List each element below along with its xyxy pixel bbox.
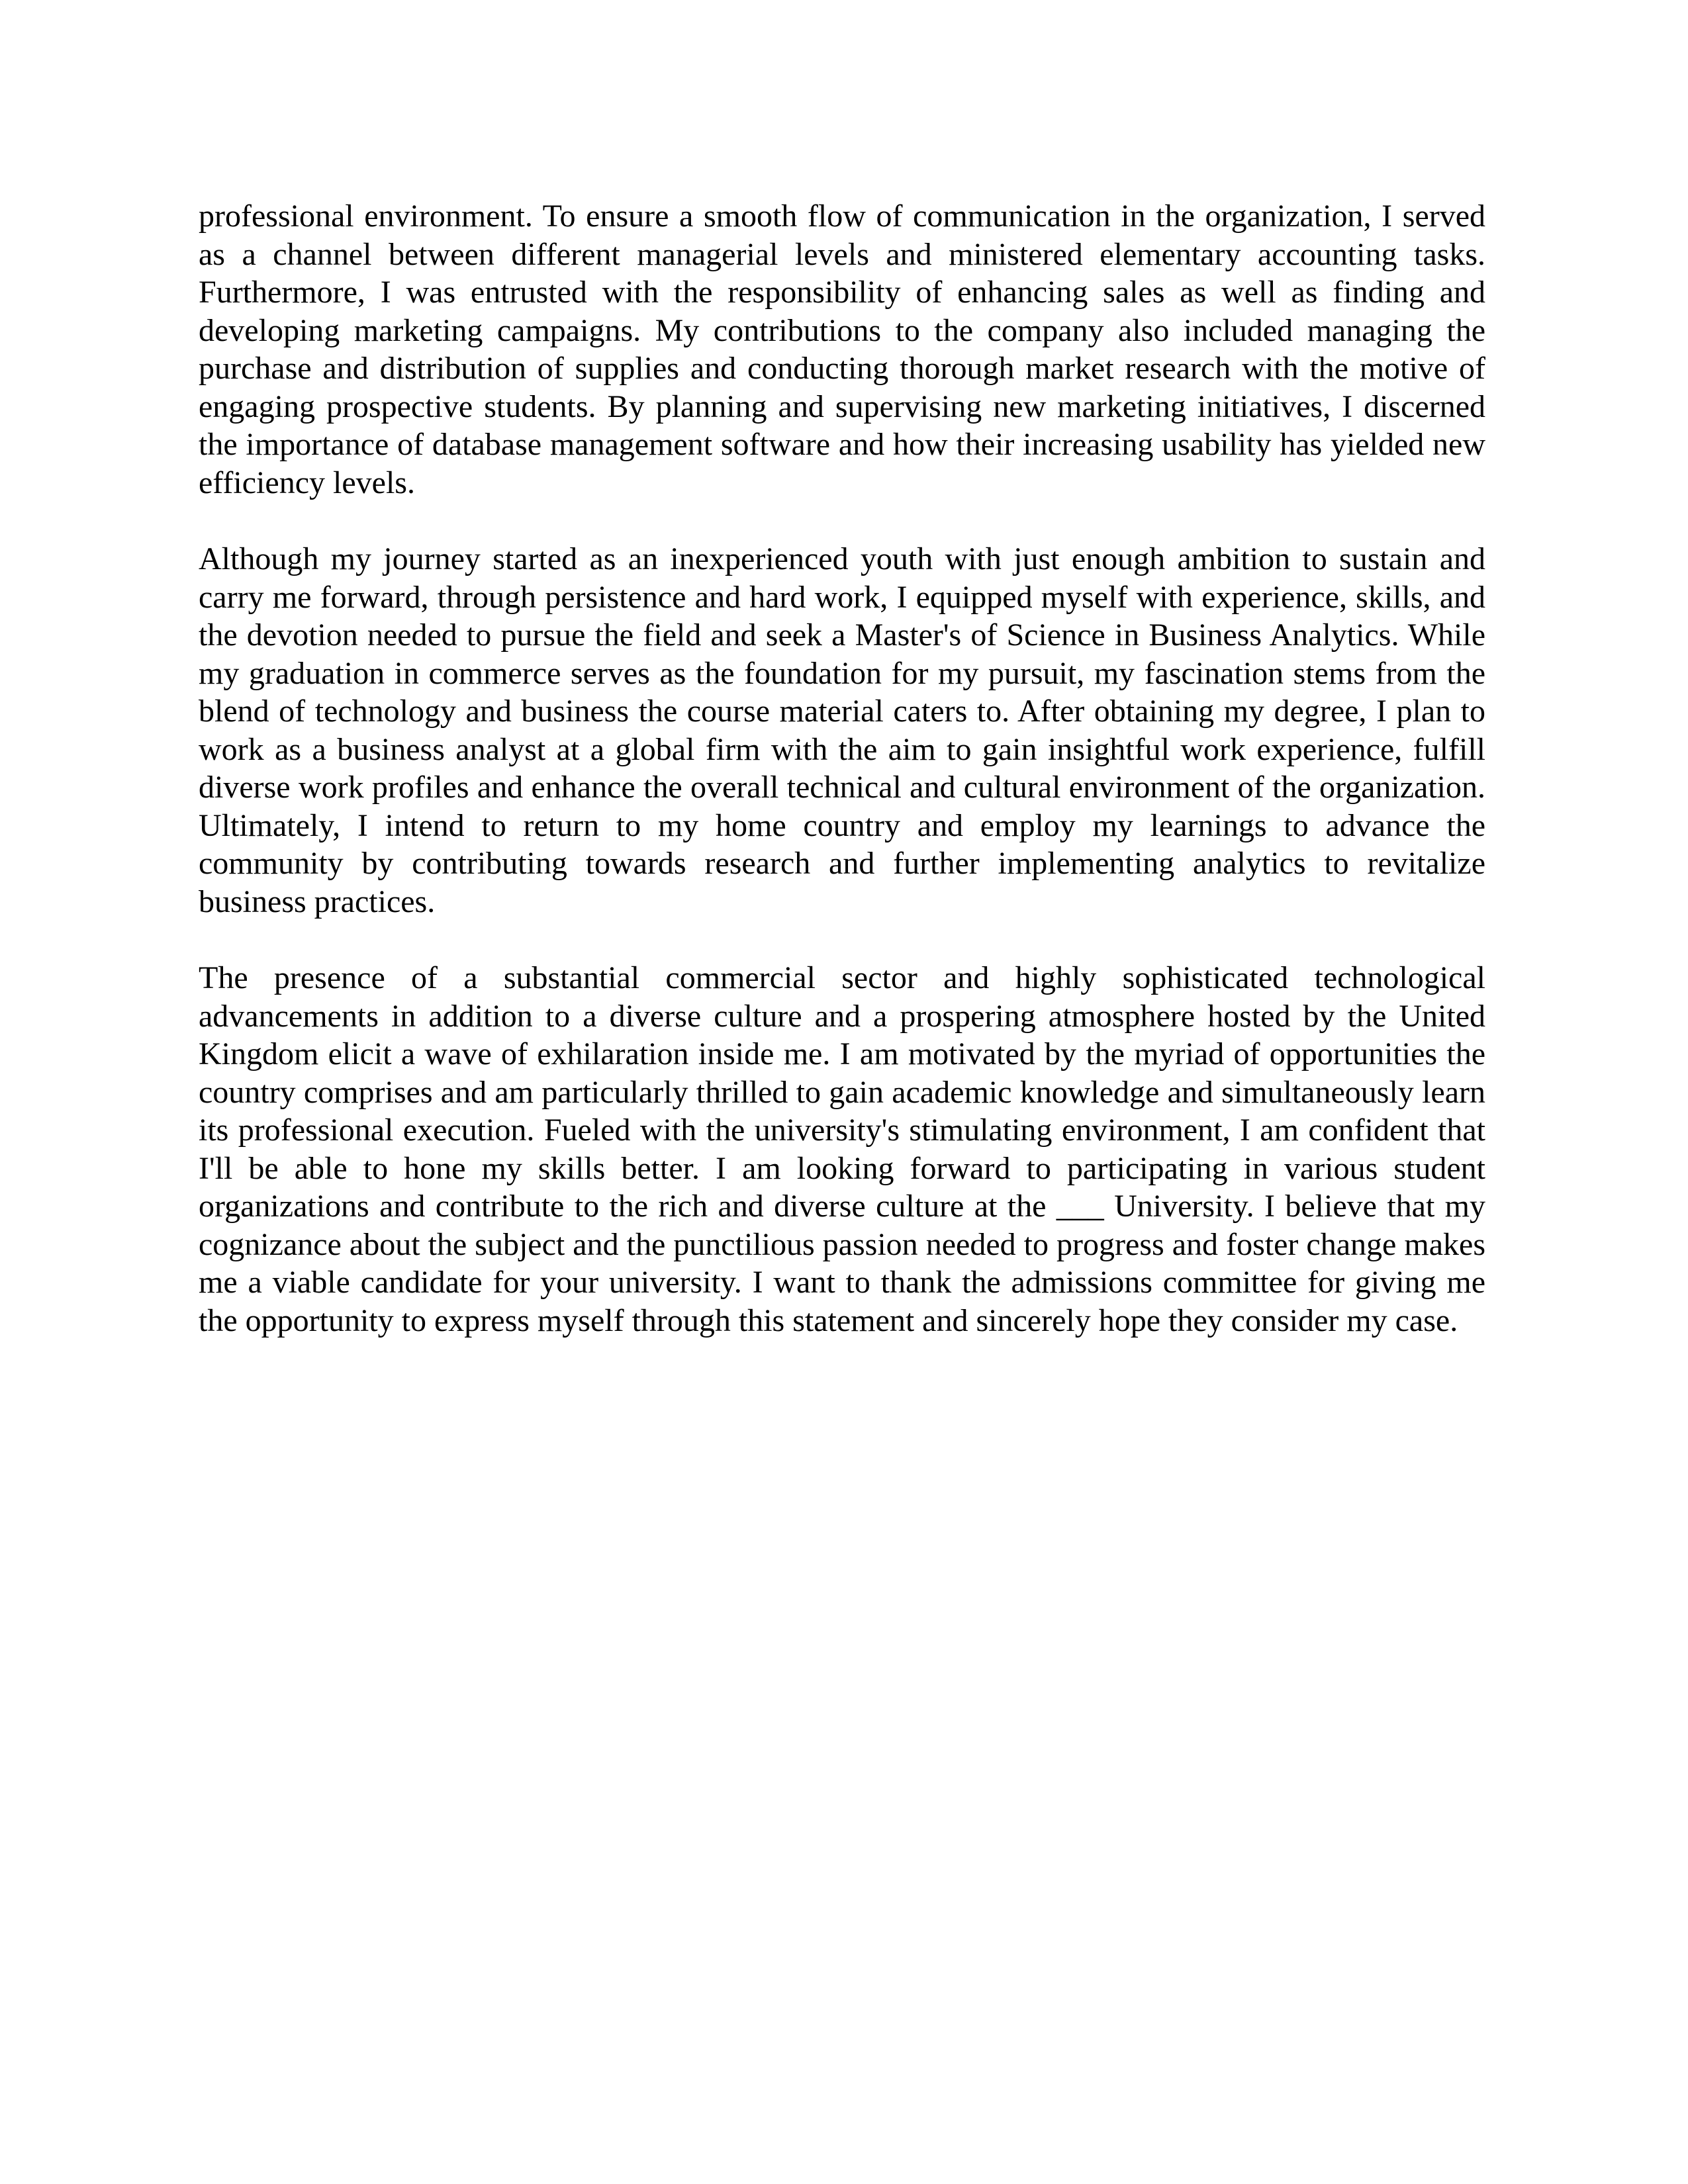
document-body (199, 197, 1485, 1340)
paragraph-1: professional environment. To ensure a smooth flow of communication in the organization, I served as a channel between different managerial levels and ministered elementary accounting tasks. Furthermore, I was entrusted with the responsibility of enhancing sales as well as finding and developing marketing campaigns. My contributions to the company also included managing the purchase and distribution of supplies and conducting thorough market research with the motive of engaging prospective students. By planning and supervising new marketing initiatives, I discerned the importance of database management software and how their increasing usability has yielded new efficiency levels. (199, 199, 1485, 500)
paragraph-3: The presence of a substantial commercial sector and highly sophisticated technological advancements in addition to a diverse culture and a prospering atmosphere hosted by the United Kingdom elicit a wave of exhilaration inside me. I am motivated by the myriad of opportunities the country comprises and am particularly thrilled to gain academic knowledge and simultaneously learn its professional execution. Fueled with the university's stimulating environment, I am confident that I'll be able to hone my skills better. I am looking forward to participating in various student organizations and contribute to the rich and diverse culture at the ___ University. I believe that my cognizance about the subject and the punctilious passion needed to progress and foster change makes me a viable candidate for your university. I want to thank the admissions committee for giving me the opportunity to express myself through this statement and sincerely hope they consider my case. (199, 960, 1485, 1338)
paragraph-2: Although my journey started as an inexperienced youth with just enough ambition to sustain and carry me forward, through persistence and hard work, I equipped myself with experience, skills, and the devotion needed to pursue the field and seek a Master's of Science in Business Analytics. While my graduation in commerce serves as the foundation for my pursuit, my fascination stems from the blend of technology and business the course material caters to. After obtaining my degree, I plan to work as a business analyst at a global firm with the aim to gain insightful work experience, fulfill diverse work profiles and enhance the overall technical and cultural environment of the organization. Ultimately, I intend to return to my home country and employ my learnings to advance the community by contributing towards research and further implementing analytics to revitalize business practices. (199, 541, 1485, 919)
